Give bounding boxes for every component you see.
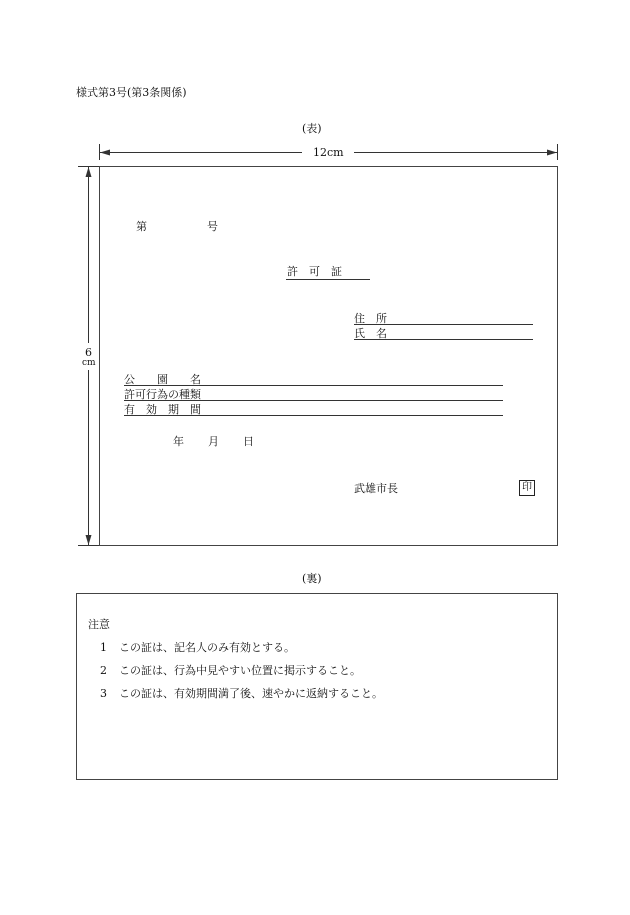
- permit-title-underline: [286, 279, 370, 280]
- park-name-label: 公 園 名: [124, 373, 201, 386]
- height-number: 6: [85, 346, 92, 359]
- date-year: 年: [173, 435, 184, 448]
- arrow-right-icon: [547, 150, 557, 156]
- note-text: この証は、有効期間満了後、速やかに返納すること。: [119, 687, 383, 700]
- name-label: 氏 名: [354, 327, 387, 340]
- issuer: 武雄市長: [354, 482, 398, 495]
- activity-type-label: 許可行為の種類: [124, 388, 201, 401]
- address-line: [354, 324, 533, 325]
- validity-label: 有 効 期 間: [124, 403, 201, 416]
- validity-line: [124, 415, 503, 416]
- number-suffix: 号: [207, 220, 218, 233]
- arrow-down-icon: [86, 535, 92, 545]
- activity-type-line: [124, 400, 503, 401]
- permit-card-front: [99, 166, 558, 546]
- note-number: 1: [100, 641, 107, 654]
- front-heading: (表): [302, 122, 322, 135]
- note-text: この証は、記名人のみ有効とする。: [119, 641, 295, 654]
- note-text: この証は、行為中見やすい位置に掲示すること。: [119, 664, 361, 677]
- name-line: [354, 339, 533, 340]
- number-prefix: 第: [136, 220, 147, 233]
- form-title: 様式第3号(第3条関係): [76, 86, 187, 99]
- date-month: 月: [208, 435, 219, 448]
- seal-mark: 印: [519, 480, 535, 496]
- note-number: 2: [100, 664, 107, 677]
- date-day: 日: [243, 435, 254, 448]
- note-number: 3: [100, 687, 107, 700]
- notes-title: 注意: [88, 618, 110, 631]
- permit-title: 許 可 証: [287, 265, 342, 278]
- back-heading: (裏): [302, 572, 322, 585]
- width-label: 12cm: [313, 146, 344, 159]
- park-name-line: [124, 385, 503, 386]
- height-unit: cm: [82, 358, 96, 368]
- arrow-left-icon: [100, 150, 110, 156]
- address-label: 住 所: [354, 312, 387, 325]
- arrow-up-icon: [86, 167, 92, 177]
